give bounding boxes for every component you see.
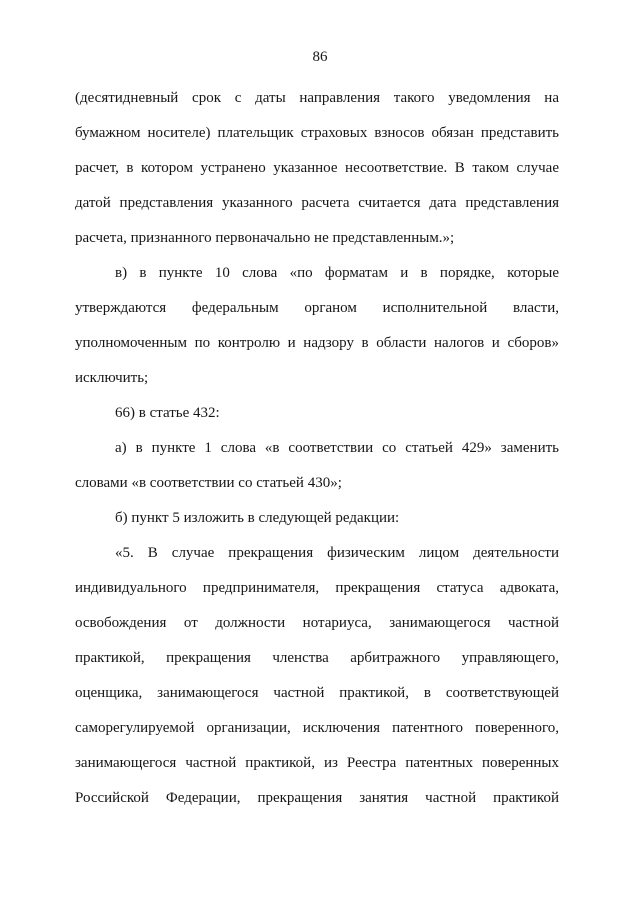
text-line: утверждаются федеральным органом исполнительной власти, [75, 300, 559, 316]
text-line: датой представления указанного расчета считается дата представления [75, 195, 559, 211]
text-line: уполномоченным по контролю и надзору в области налогов и сборов» [75, 335, 559, 351]
text-line: индивидуального предпринимателя, прекращения статуса адвоката, [75, 580, 559, 596]
text-line: исключить; [75, 370, 149, 386]
text-line: расчет, в котором устранено указанное несоответствие. В таком случае [75, 160, 559, 176]
text-line: бумажном носителе) плательщик страховых взносов обязан представить [75, 125, 559, 141]
text-line: (десятидневный срок с даты направления такого уведомления на [75, 90, 559, 106]
text-line: оценщика, занимающегося частной практикой, в соответствующей [75, 685, 559, 701]
text-line: освобождения от должности нотариуса, занимающегося частной [75, 615, 559, 631]
text-line: занимающегося частной практикой, из Реестра патентных поверенных [75, 755, 559, 771]
text-line: б) пункт 5 изложить в следующей редакции: [115, 510, 400, 526]
text-line: «5. В случае прекращения физическим лицом деятельности [115, 545, 559, 561]
text-line: Российской Федерации, прекращения занятия частной практикой [75, 790, 559, 806]
text-line: практикой, прекращения членства арбитражного управляющего, [75, 650, 559, 666]
text-line: а) в пункте 1 слова «в соответствии со статьей 429» заменить [115, 440, 559, 456]
text-line: саморегулируемой организации, исключения патентного поверенного, [75, 720, 559, 736]
text-line: словами «в соответствии со статьей 430»; [75, 475, 342, 491]
page-number: 86 [312, 49, 328, 65]
text-line: расчета, признанного первоначально не представленным.»; [75, 230, 455, 246]
text-line: 66) в статье 432: [115, 405, 220, 421]
text-line: в) в пункте 10 слова «по форматам и в порядке, которые [115, 265, 559, 281]
